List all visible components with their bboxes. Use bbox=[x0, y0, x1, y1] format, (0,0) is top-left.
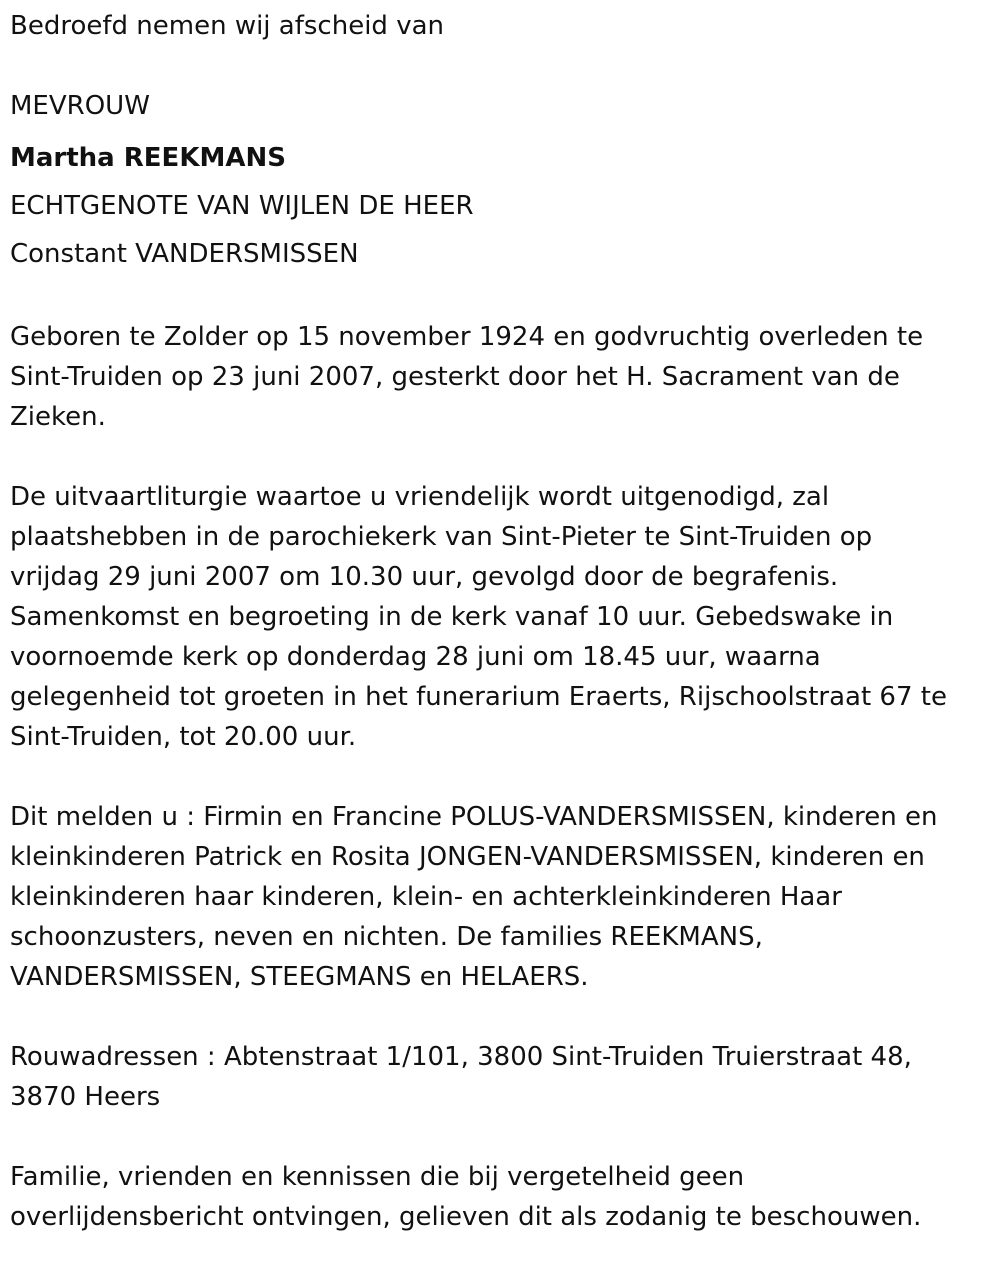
paragraph-line: De uitvaartliturgie waartoe u vriendelijk wordt uitgenodigd, zal bbox=[10, 482, 830, 512]
paragraph-line: plaatshebben in de parochiekerk van Sint-Pieter te Sint-Truiden op bbox=[10, 522, 873, 552]
paragraph-line: Familie, vrienden en kennissen die bij vergetelheid geen bbox=[10, 1162, 745, 1192]
paragraph-line: Dit melden u : Firmin en Francine POLUS-VANDERSMISSEN, kinderen en bbox=[10, 802, 938, 832]
paragraph-line: gelegenheid tot groeten in het funerarium Eraerts, Rijschoolstraat 67 te bbox=[10, 682, 947, 712]
paragraph-line: overlijdensbericht ontvingen, gelieven dit als zodanig te beschouwen. bbox=[10, 1202, 922, 1232]
closing-paragraph bbox=[10, 1157, 990, 1237]
spouse-name: Constant VANDERSMISSEN bbox=[10, 239, 359, 269]
deceased-title: MEVROUW bbox=[10, 91, 150, 121]
paragraph-line: Zieken. bbox=[10, 402, 106, 432]
birth-death-paragraph bbox=[10, 317, 990, 437]
paragraph-line: Geboren te Zolder op 15 november 1924 en godvruchtig overleden te bbox=[10, 322, 924, 352]
family-paragraph bbox=[10, 797, 990, 997]
paragraph-line: schoonzusters, neven en nichten. De families REEKMANS, bbox=[10, 922, 763, 952]
paragraph-line: VANDERSMISSEN, STEEGMANS en HELAERS. bbox=[10, 962, 589, 992]
paragraph-line: Rouwadressen : Abtenstraat 1/101, 3800 Sint-Truiden Truierstraat 48, bbox=[10, 1042, 912, 1072]
paragraph-line: kleinkinderen haar kinderen, klein- en achterkleinkinderen Haar bbox=[10, 882, 842, 912]
paragraph-line: kleinkinderen Patrick en Rosita JONGEN-VANDERSMISSEN, kinderen en bbox=[10, 842, 925, 872]
deceased-name: Martha REEKMANS bbox=[10, 143, 286, 173]
intro-text: Bedroefd nemen wij afscheid van bbox=[10, 11, 444, 41]
deceased-block bbox=[10, 86, 990, 278]
paragraph-line: Sint-Truiden op 23 juni 2007, gesterkt door het H. Sacrament van de bbox=[10, 362, 900, 392]
intro-block bbox=[10, 6, 990, 46]
deceased-relation: ECHTGENOTE VAN WIJLEN DE HEER bbox=[10, 191, 474, 221]
paragraph-line: voornoemde kerk op donderdag 28 juni om 18.45 uur, waarna bbox=[10, 642, 821, 672]
paragraph-line: Sint-Truiden, tot 20.00 uur. bbox=[10, 722, 357, 752]
obituary-notice bbox=[10, 6, 990, 1277]
paragraph-line: Samenkomst en begroeting in de kerk vanaf 10 uur. Gebedswake in bbox=[10, 602, 894, 632]
funeral-paragraph bbox=[10, 477, 990, 757]
paragraph-line: 3870 Heers bbox=[10, 1082, 161, 1112]
paragraph-line: vrijdag 29 juni 2007 om 10.30 uur, gevolgd door de begrafenis. bbox=[10, 562, 839, 592]
addresses-paragraph bbox=[10, 1037, 990, 1117]
